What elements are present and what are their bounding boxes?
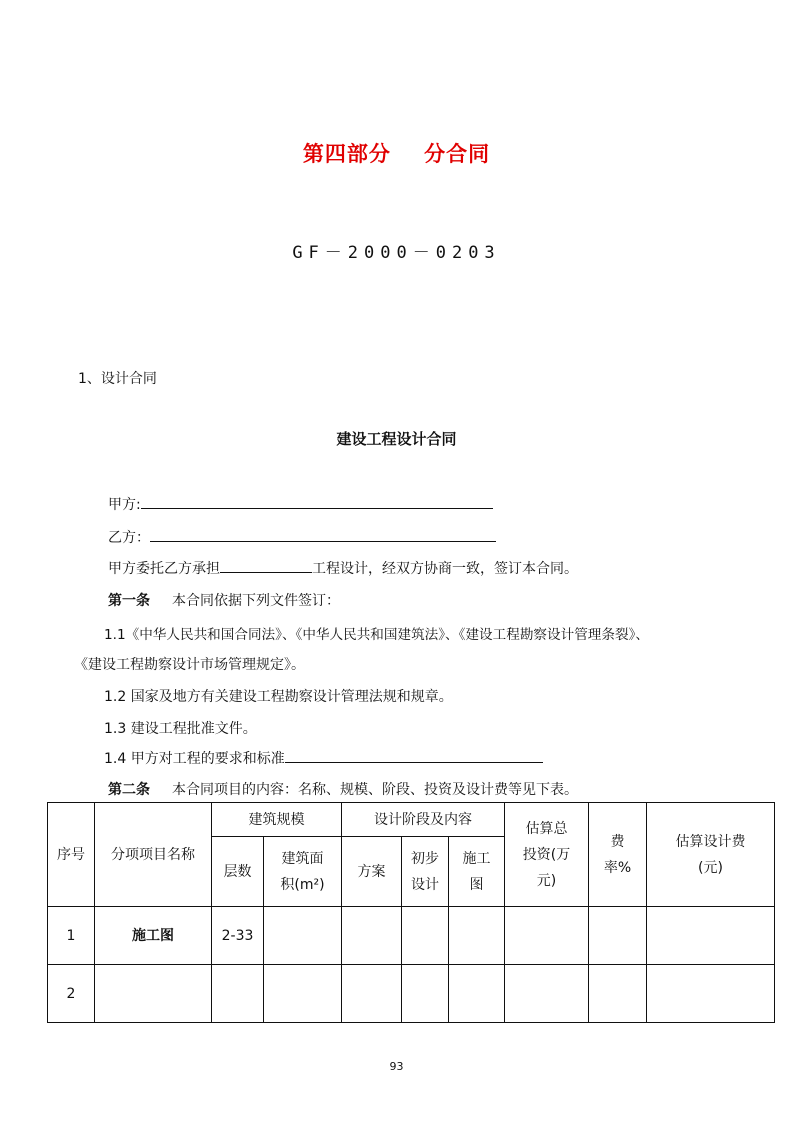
cell-floors: 2-33 — [212, 907, 264, 965]
party-b-blank — [150, 527, 496, 542]
project-blank — [220, 558, 312, 573]
cell-construction — [449, 965, 505, 1023]
table-row — [48, 965, 775, 1023]
table-row — [48, 907, 775, 965]
article-1-text: 本合同依据下列文件签订： — [172, 593, 340, 609]
cell-item-name: 施工图 — [95, 907, 212, 965]
article-2 — [108, 779, 578, 799]
cell-seq: 2 — [48, 965, 95, 1023]
standards-blank — [285, 748, 543, 763]
cell-fee — [647, 965, 775, 1023]
article-2-text: 本合同项目的内容：名称、规模、阶段、投资及设计费等见下表。 — [172, 782, 578, 798]
part-title: 第四部分 分合同 — [302, 142, 491, 166]
cell-prelim — [402, 907, 449, 965]
invest-header: 估算总 投资(万 元) — [505, 803, 589, 907]
stage-header: 设计阶段及内容 — [342, 803, 505, 837]
section-label: 1、设计合同 — [78, 371, 157, 387]
article-1 — [108, 590, 340, 610]
cell-fee — [647, 907, 775, 965]
clause-1-2: 1.2 国家及地方有关建设工程勘察设计管理法规和规章。 — [104, 689, 453, 705]
article-1-head: 第一条 — [108, 593, 150, 609]
clause-1-1-line1: 1.1《中华人民共和国合同法》、《中华人民共和国建筑法》、《建设工程勘察设计管理条裂》、 — [104, 627, 649, 643]
construction-header: 施工 图 — [449, 837, 505, 907]
cell-scheme — [342, 907, 402, 965]
commission-row — [108, 558, 578, 578]
header-row-1 — [48, 803, 775, 837]
page-number: 93 — [389, 1060, 404, 1073]
clause-1-4-text: 1.4 甲方对工程的要求和标准 — [104, 751, 285, 767]
party-a-blank — [141, 494, 493, 509]
contract-title: 建设工程设计合同 — [336, 430, 457, 448]
party-a-label: 甲方: — [108, 497, 141, 513]
rate-header: 费 率% — [589, 803, 647, 907]
floors-header: 层数 — [212, 837, 264, 907]
cell-area — [264, 907, 342, 965]
cell-item-name — [95, 965, 212, 1023]
cell-scheme — [342, 965, 402, 1023]
clause-1-3: 1.3 建设工程批准文件。 — [104, 721, 257, 737]
party-b-row — [108, 527, 496, 547]
cell-rate — [589, 965, 647, 1023]
cell-invest — [505, 907, 589, 965]
cell-rate — [589, 907, 647, 965]
cell-seq: 1 — [48, 907, 95, 965]
area-header: 建筑面 积(m²) — [264, 837, 342, 907]
party-b-label: 乙方： — [108, 530, 150, 546]
clause-1-4 — [104, 748, 543, 768]
commission-prefix: 甲方委托乙方承担 — [108, 561, 220, 577]
seq-header: 序号 — [48, 803, 95, 907]
scale-header: 建筑规模 — [212, 803, 342, 837]
clause-1-1-line2: 《建设工程勘察设计市场管理规定》。 — [74, 657, 305, 673]
item-name-header: 分项项目名称 — [95, 803, 212, 907]
cell-prelim — [402, 965, 449, 1023]
document-code: GF－2000－0203 — [292, 243, 501, 263]
project-table — [47, 802, 775, 1023]
scheme-header: 方案 — [342, 837, 402, 907]
cell-area — [264, 965, 342, 1023]
prelim-header: 初步 设计 — [402, 837, 449, 907]
cell-floors — [212, 965, 264, 1023]
cell-invest — [505, 965, 589, 1023]
cell-construction — [449, 907, 505, 965]
party-a-row — [108, 494, 493, 514]
commission-suffix: 工程设计，经双方协商一致，签订本合同。 — [312, 561, 578, 577]
fee-header: 估算设计费 (元) — [647, 803, 775, 907]
article-2-head: 第二条 — [108, 782, 150, 798]
